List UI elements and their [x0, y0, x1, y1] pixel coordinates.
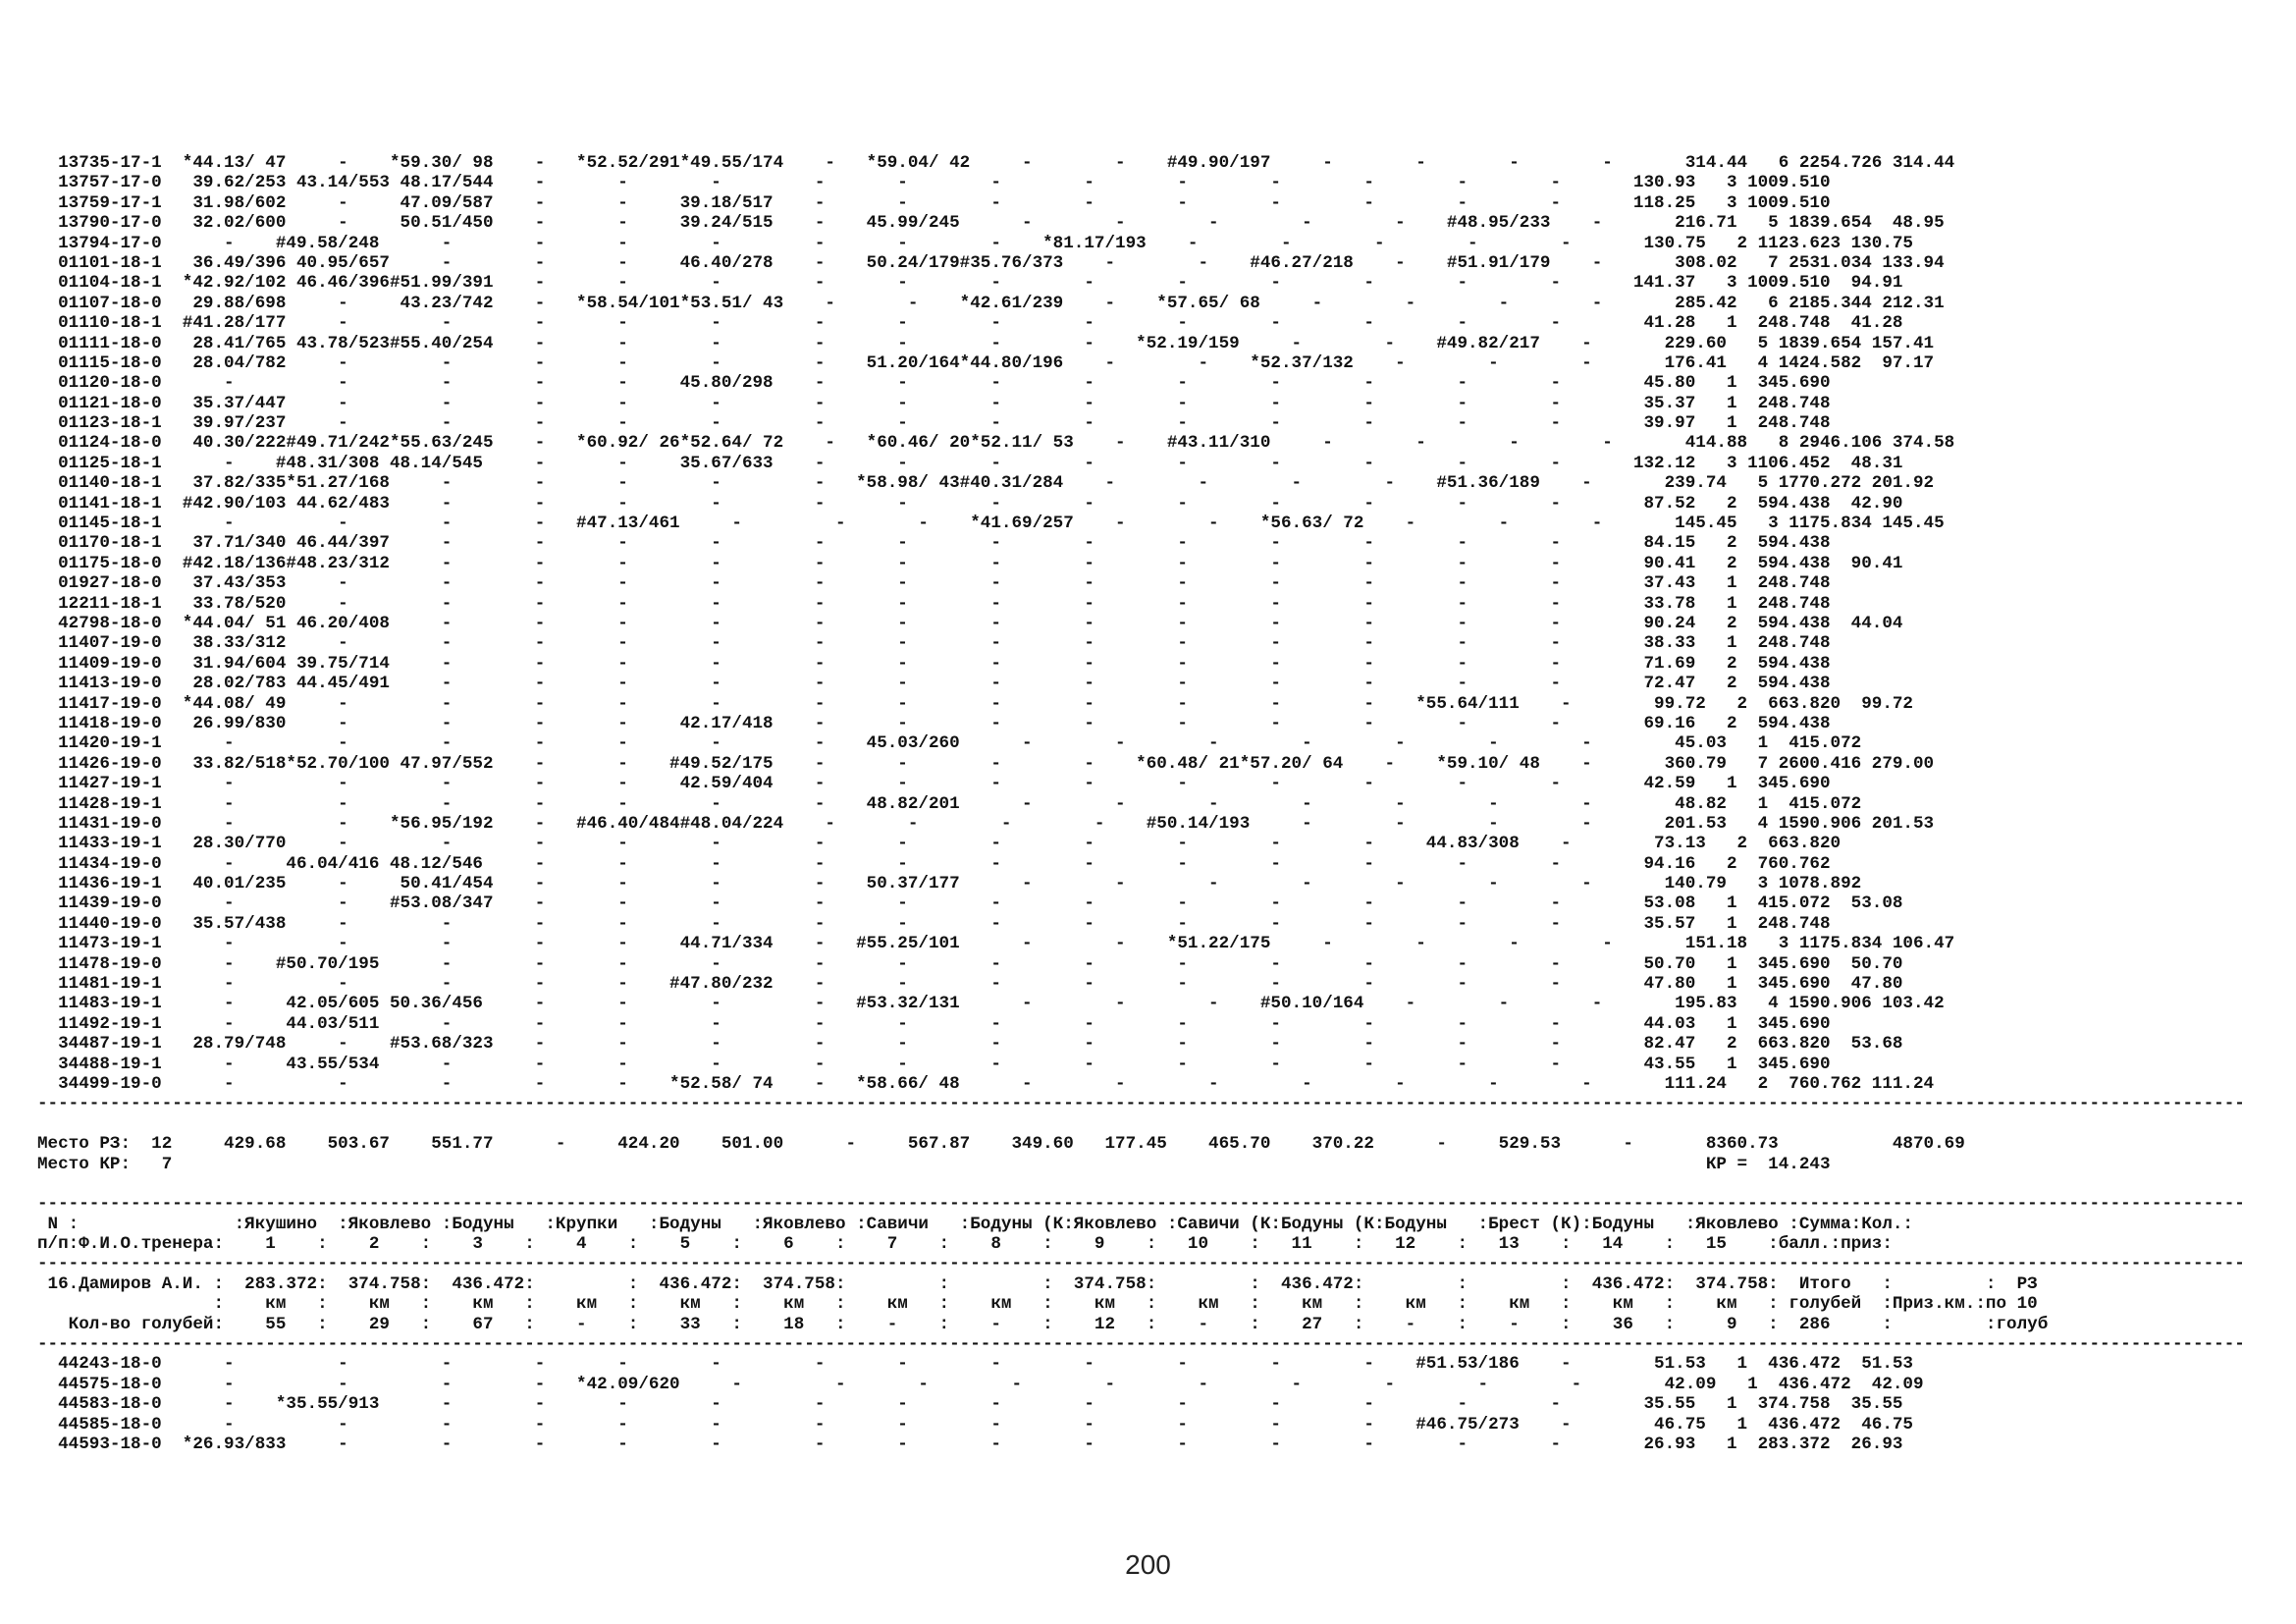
- table-row: 01170-18-1 37.71/340 46.44/397 - - - - - - - - - - - - - 84.15 2 594.438: [37, 533, 1831, 554]
- table-row: 11407-19-0 38.33/312 - - - - - - - - - - - - - - 38.33 1 248.748: [37, 633, 1831, 654]
- table-row: 11409-19-0 31.94/604 39.75/714 - - - - - - - - - - - - - 71.69 2 594.438: [37, 653, 1831, 674]
- table-row: 13759-17-1 31.98/602 - 47.09/587 - - 39.18/517 - - - - - - - - - 118.25 3 1009.510: [37, 192, 1831, 213]
- table-row: 34487-19-1 28.79/748 - #53.68/323 - - - - - - - - - - - - 82.47 2 663.820 53.68: [37, 1034, 1903, 1055]
- table-row: 13794-17-0 - #49.58/248 - - - - - - - *81.17/193 - - - - - 130.75 2 1123.623 130.75: [37, 233, 1913, 253]
- trainer-info-line: 16.Дамиров А.И. : 283.372: 374.758: 436.472: : 436.472: 374.758: : : 374.758: : 436.472: : : 436.472: 374.758: Итого : : РЗ: [37, 1273, 2038, 1294]
- table-row: 11420-19-1 - - - - - - - 45.03/260 - - - - - - - 45.03 1 415.072: [37, 733, 1862, 754]
- table-row: 11418-19-0 26.99/830 - - - - 42.17/418 - - - - - - - - - 69.16 2 594.438: [37, 713, 1831, 733]
- table-row: 11428-19-1 - - - - - - - 48.82/201 - - - - - - - 48.82 1 415.072: [37, 793, 1862, 814]
- separator-line: ---------------------------------------------------------------------------------------------------------------------------------------------------------------------------------------------------------------------: [37, 1194, 2245, 1215]
- table-row: 11413-19-0 28.02/783 44.45/491 - - - - - - - - - - - - - 72.47 2 594.438: [37, 674, 1831, 694]
- table-row: 11427-19-1 - - - - - 42.59/404 - - - - - - - - - 42.59 1 345.690: [37, 774, 1831, 794]
- table-row: 11439-19-0 - - #53.08/347 - - - - - - - - - - - - 53.08 1 415.072 53.08: [37, 893, 1903, 914]
- blank-line: [37, 1114, 2245, 1134]
- summary-line: Место РЗ: 12 429.68 503.67 551.77 - 424.20 501.00 - 567.87 349.60 177.45 465.70 370.22 - 529.53 - 8360.73 4870.69: [37, 1134, 1965, 1155]
- summary-line: Место КР: 7 КР = 14.243: [37, 1154, 1831, 1174]
- table-row: 12211-18-1 33.78/520 - - - - - - - - - - - - - - 33.78 1 248.748: [37, 593, 1831, 614]
- table-row: 44583-18-0 - *35.55/913 - - - - - - - - - - - - - 35.55 1 374.758 35.55: [37, 1394, 1903, 1415]
- table-row: 01121-18-0 35.37/447 - - - - - - - - - - - - - - 35.37 1 248.748: [37, 393, 1831, 413]
- table-row: 01125-18-1 - #48.31/308 48.14/545 - - 35.67/633 - - - - - - - - - 132.12 3 1106.452 48.31: [37, 453, 1903, 473]
- table-row: 11492-19-1 - 44.03/511 - - - - - - - - - - - - - 44.03 1 345.690: [37, 1013, 1831, 1034]
- table-row: 01141-18-1 #42.90/103 44.62/483 - - - - - - - - - - - - - 87.52 2 594.438 42.90: [37, 493, 1903, 514]
- table-row: 11431-19-0 - - *56.95/192 - #46.40/484#48.04/224 - - - - #50.14/193 - - - - 201.53 4 1590.906 201.53: [37, 813, 1935, 834]
- table-row: 11440-19-0 35.57/438 - - - - - - - - - - - - - - 35.57 1 248.748: [37, 913, 1831, 934]
- table-row: 11481-19-1 - - - - - #47.80/232 - - - - - - - - - 47.80 1 345.690 47.80: [37, 974, 1903, 995]
- table-row: 01145-18-1 - - - - #47.13/461 - - - *41.69/257 - - *56.63/ 72 - - - 145.45 3 1175.834 145.45: [37, 514, 1945, 534]
- table-row: 01175-18-0 #42.18/136#48.23/312 - - - - - - - - - - - - - 90.41 2 594.438 90.41: [37, 553, 1903, 573]
- table-row: 11436-19-1 40.01/235 - 50.41/454 - - - - 50.37/177 - - - - - - - 140.79 3 1078.892: [37, 874, 1862, 894]
- trainer-info-line: : км : км : км : км : км : км : км : км : км : км : км : км : км : км : км : голубей :Приз.км.:по 10: [37, 1294, 2038, 1315]
- table-row: 11417-19-0 *44.08/ 49 - - - - - - - - - - - - *55.64/111 - 99.72 2 663.820 99.72: [37, 693, 1913, 714]
- results-table: [37, 153, 2245, 1454]
- table-row: 01111-18-0 28.41/765 43.78/523#55.40/254 - - - - - - - *52.19/159 - - #49.82/217 - 229.60 5 1839.654 157.41: [37, 333, 1935, 353]
- table-row: 42798-18-0 *44.04/ 51 46.20/408 - - - - - - - - - - - - - 90.24 2 594.438 44.04: [37, 613, 1903, 633]
- separator-line: ---------------------------------------------------------------------------------------------------------------------------------------------------------------------------------------------------------------------: [37, 1334, 2245, 1355]
- table-row: 01101-18-1 36.49/396 40.95/657 - - - 46.40/278 - 50.24/179#35.76/373 - - #46.27/218 - #51.91/179 - 308.02 7 2531.034 133.94: [37, 252, 1945, 273]
- table-row: 01927-18-0 37.43/353 - - - - - - - - - - - - - - 37.43 1 248.748: [37, 573, 1831, 594]
- table-row: 11426-19-0 33.82/518*52.70/100 47.97/552 - - #49.52/175 - - - - *60.48/ 21*57.20/ 64 - *59.10/ 48 - 360.79 7 2600.416 279.00: [37, 753, 1935, 774]
- table-row: 01140-18-1 37.82/335*51.27/168 - - - - - *58.98/ 43#40.31/284 - - - - #51.36/189 - 239.74 5 1770.272 201.92: [37, 473, 1935, 494]
- table-row: 13735-17-1 *44.13/ 47 - *59.30/ 98 - *52.52/291*49.55/174 - *59.04/ 42 - - #49.90/197 - - - - 314.44 6 2254.726 314.44: [37, 153, 1955, 173]
- trainer-info-line: Кол-во голубей: 55 : 29 : 67 : - : 33 : 18 : - : - : 12 : - : 27 : - : - : 36 : 9 : 286 : :голуб: [37, 1314, 2049, 1334]
- table-row: 44243-18-0 - - - - - - - - - - - - - #51.53/186 - 51.53 1 436.472 51.53: [37, 1354, 1913, 1375]
- table-row: 44593-18-0 *26.93/833 - - - - - - - - - - - - - - 26.93 1 283.372 26.93: [37, 1435, 1903, 1454]
- table-row: 01120-18-0 - - - - - 45.80/298 - - - - - - - - - 45.80 1 345.690: [37, 373, 1831, 394]
- table-header-line: N : :Якушино :Яковлево :Бодуны :Крупки :Бодуны :Яковлево :Савичи :Бодуны (К:Яковлево :Савичи (К:Бодуны (К:Бодуны :Брест (К):Бодуны :Яковлево :Сумма:Кол.:: [37, 1214, 1913, 1234]
- table-row: 11434-19-0 - 46.04/416 48.12/546 - - - - - - - - - - - - 94.16 2 760.762: [37, 853, 1831, 874]
- table-row: 13790-17-0 32.02/600 - 50.51/450 - - 39.24/515 - 45.99/245 - - - - - #48.95/233 - 216.71 5 1839.654 48.95: [37, 213, 1945, 234]
- table-row: 01123-18-1 39.97/237 - - - - - - - - - - - - - - 39.97 1 248.748: [37, 413, 1831, 434]
- table-row: 01104-18-1 *42.92/102 46.46/396#51.99/391 - - - - - - - - - - - - 141.37 3 1009.510 94.91: [37, 273, 1903, 294]
- separator-line: ---------------------------------------------------------------------------------------------------------------------------------------------------------------------------------------------------------------------: [37, 1094, 2245, 1114]
- table-row: 44585-18-0 - - - - - - - - - - - - - #46.75/273 - 46.75 1 436.472 46.75: [37, 1414, 1913, 1435]
- table-row: 44575-18-0 - - - - *42.09/620 - - - - - - - - - - 42.09 1 436.472 42.09: [37, 1374, 1924, 1394]
- table-row: 13757-17-0 39.62/253 43.14/553 48.17/544 - - - - - - - - - - - - 130.93 3 1009.510: [37, 173, 1831, 193]
- table-row: 01115-18-0 28.04/782 - - - - - - 51.20/164*44.80/196 - - *52.37/132 - - - 176.41 4 1424.582 97.17: [37, 352, 1935, 373]
- table-row: 11478-19-0 - #50.70/195 - - - - - - - - - - - - - 50.70 1 345.690 50.70: [37, 953, 1903, 974]
- page-number: 200: [1125, 1549, 1171, 1580]
- table-row: 01107-18-0 29.88/698 - 43.23/742 - *58.54/101*53.51/ 43 - - *42.61/239 - *57.65/ 68 - - - - 285.42 6 2185.344 212.31: [37, 293, 1945, 313]
- table-row: 11483-19-1 - 42.05/605 50.36/456 - - - - #53.32/131 - - - #50.10/164 - - - 195.83 4 1590.906 103.42: [37, 994, 1945, 1014]
- table-row: 11473-19-1 - - - - - 44.71/334 - #55.25/101 - - *51.22/175 - - - - 151.18 3 1175.834 106.47: [37, 934, 1955, 954]
- table-row: 01124-18-0 40.30/222#49.71/242*55.63/245 - *60.92/ 26*52.64/ 72 - *60.46/ 20*52.11/ 53 - #43.11/310 - - - - 414.88 8 2946.106 374.58: [37, 433, 1955, 454]
- separator-line: ---------------------------------------------------------------------------------------------------------------------------------------------------------------------------------------------------------------------: [37, 1254, 2245, 1274]
- blank-line: [37, 1174, 2245, 1194]
- table-row: 34488-19-1 - 43.55/534 - - - - - - - - - - - - - 43.55 1 345.690: [37, 1054, 1831, 1074]
- table-row: 34499-19-0 - - - - - *52.58/ 74 - *58.66/ 48 - - - - - - - 111.24 2 760.762 111.24: [37, 1073, 1935, 1094]
- table-row: 01110-18-1 #41.28/177 - - - - - - - - - - - - - - 41.28 1 248.748 41.28: [37, 313, 1903, 334]
- table-row: 11433-19-1 28.30/770 - - - - - - - - - - - - 44.83/308 - 73.13 2 663.820: [37, 834, 1842, 854]
- table-header-line: п/п:Ф.И.О.тренера: 1 : 2 : 3 : 4 : 5 : 6 : 7 : 8 : 9 : 10 : 11 : 12 : 13 : 14 : 15 :балл.:приз:: [37, 1234, 1893, 1255]
